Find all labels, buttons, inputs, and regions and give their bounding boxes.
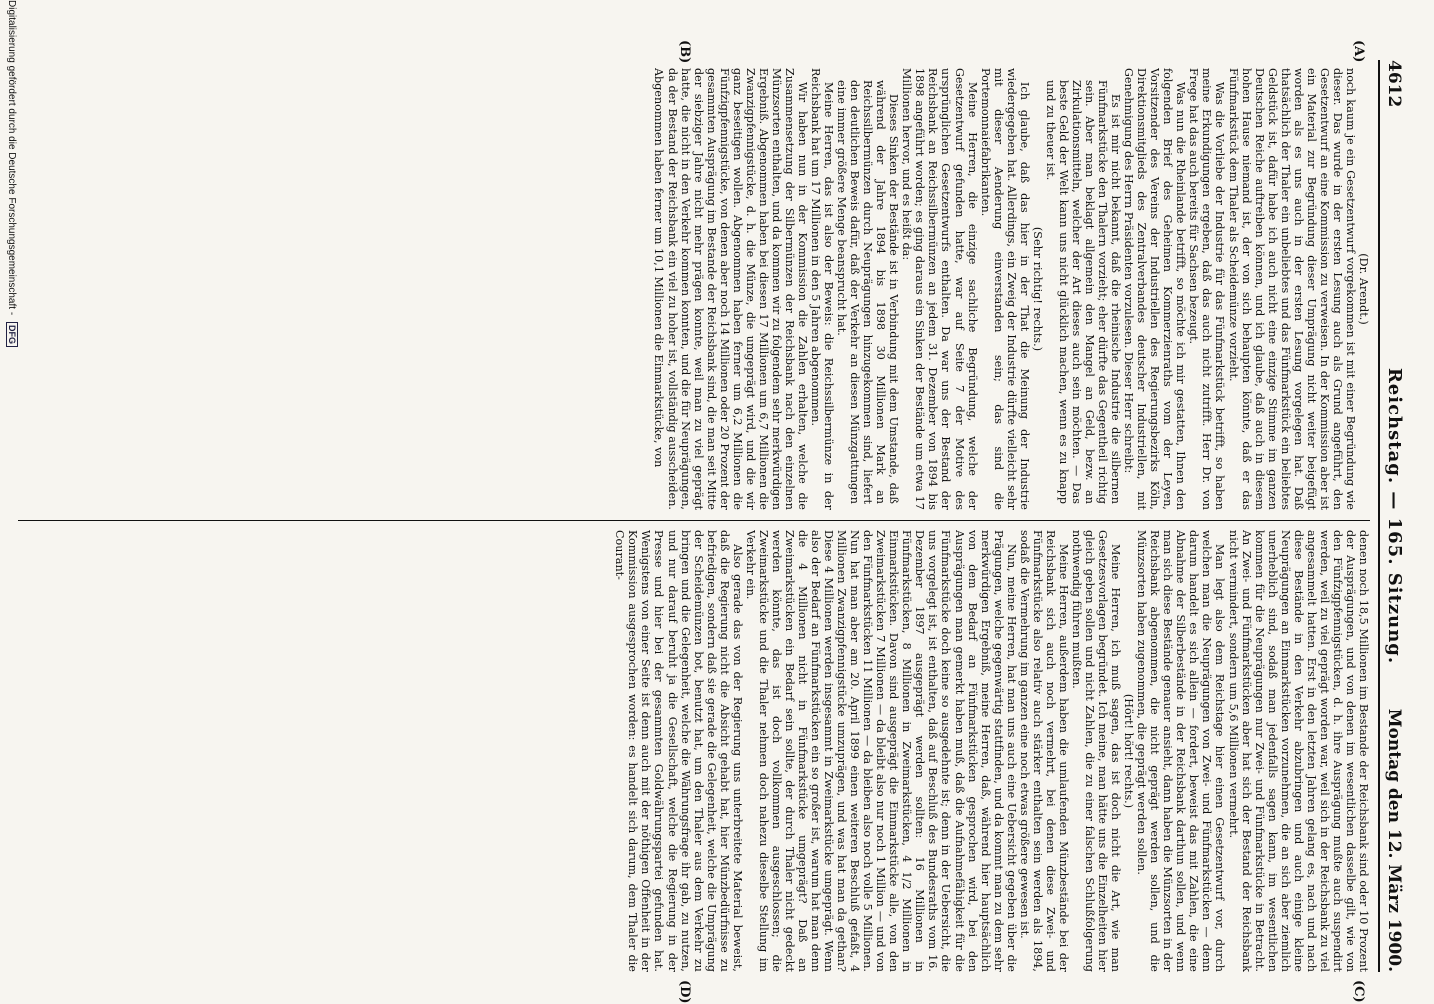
paragraph: Dieses Sinken der Bestände ist in Verbindung mit dem Umstande, daß während der Jahre 1894 bis 1898 30 Millionen Mark an Reichssilbermünzen durch Neuprägungen hinzugekommen sind, liefert den deutlichen Beweis dafür, daß der Verkehr an diesen Münzgattungen eine immer größere Menge beansprucht hat. — [835, 80, 901, 504]
paragraph: Meine Herren, die einzige sachliche Begründung, welche der Gesetzentwurf gefunden hatte, war auf Seite 7 der Motive des ursprünglichen Gesetzentwurfs enthalten. Da war uns der Bestand der Reichsbank an Reichssilbermünzen an jedem 31. Dezember von 1894 bis 1898 angeführt worden; es ging daraus ein Sinken der Bestände um etwa 17 Millionen hervor, und es heißt da: — [900, 68, 979, 510]
paragraph: denen noch 18,5 Millionen im Bestande der Reichsbank sind oder 10 Prozent der Ausprägungen, und von denen im wesentlichen dasselbe gilt, wie von den Fünfzigpfennigstücken, d. h. ihre Ausprägung mußte auch suspendirt werden, weil zu viel geprägt worden war, weil sich in der Reichsbank zu viel angesammelt hatten. Erst in den letzten Jahren gelang es, nach und nach diese Bestände in den Verkehr abzubringen und auch einige kleine Neuprägungen an Einmarkstücken vorzunehmen, die an sich aber ziemlich unerheblich sind, sodaß man jedenfalls sagen kann, im wesentlichen kommen für die Neuprägungen nur Zwei- und Fünfmarkstücke in Betracht. An Zwei- und Fünfmarkstücken aber hat sich der Bestand der Reichsbank nicht vermindert, sondern um 5,6 Millionen vermehrt. — [1226, 530, 1370, 972]
margin-mark-a: (A) — [1351, 40, 1366, 63]
page-title: Reichstag. — 165. Sitzung. — [1384, 367, 1405, 665]
paragraph: Meine Herren, ich muß sagen, das ist doch nicht die Art, wie man Gesetzesvorlagen begründet. Ich meine, man hätte uns die Einzelheiten hier gleich geben sollen und nicht Zahlen, die zu einer falschen Schlußfolgerung nothwendig führen mußten. — [1069, 530, 1123, 972]
paragraph: Also gerade das von der Regierung uns unterbreitete Material beweist, daß die Regierung nicht die Absicht gehabt hat, hier Münzbedürfnisse zu befriedigen, sondern daß sie gerade die Gelegenheit, welche die Umprägung der Scheidemünzen bot, benutzt hat, um den Thaler aus dem Verkehr zu bringen und die Gelegenheit, welche die Währungsfrage ihr gab, zu nutzen, und nur darauf beruht ja die Gesellschaft, welche die Regierung in der Presse und hier bei der gesammten Goldwährungspartei gefunden hat. Wenigstens von einer Seite ist denn auch mit der nöthigen Offenheit in der Kommission ausgesprochen worden: es handelt sich darum, dem Thaler die Courant- — [613, 530, 744, 972]
paragraph: Was die Vorliebe der Industrie für das Fünfmarkstück betrifft, so haben meine Erkundigungen ergeben, daß das auch nicht zutrifft. Herr Dr. von Frege hat das auch bereits für Sachsen bezeugt. — [1187, 68, 1227, 510]
page-number: 4612 — [1384, 60, 1404, 108]
margin-mark-b: (B) — [677, 40, 692, 64]
dfg-logo: DFG — [6, 322, 18, 347]
paragraph: Es ist mir nicht bekannt, daß die rheinische Industrie die silbernen Fünfmarkstücke den Thalern vorzieht; eher dürfte das Gegentheil richtig sein. Aber man beklagt allgemein den Mangel an Geld, bezw. an Zirkulationsmitteln, welcher der Art dieses auch sein möchten. — Das beste Geld der Welt kann uns nicht glücklich machen, wenn es zu knapp und zu theuer ist. — [1043, 80, 1123, 504]
paragraph: Ich glaube, daß das hier in der That die Meinung der Industrie wiedergegeben hat. Allerdings, ein Zweig der Industrie dürfte vielleicht sehr mit dieser Aenderung einverstanden sein; das sind die Portemonnaiefabrikanten. — [978, 68, 1031, 510]
column-divider — [18, 520, 1370, 521]
page-date: Montag den 12. März 1900. — [1384, 708, 1404, 972]
right-column — [18, 530, 1370, 972]
digitization-note: Digitalisierung gefördert durch die Deutsche Forschungsgemeinschaft - — [6, 0, 17, 316]
margin-mark-c: (C) — [1351, 980, 1366, 1003]
paragraph: (Sehr richtig! rechts.) — [1030, 226, 1044, 352]
paragraph: Meine Herren, das ist also der Beweis: die Reichssilbermünze in der Reichsbank hat um 17 Millionen in den 5 Jahren abgenommen. — [809, 68, 836, 510]
paragraph: noch kaum je ein Gesetzentwurf vorgekommen ist mit einer Begründung wie dieser. Das wurde in der ersten Lesung auch als Grund angeführt, den Gesetzentwurf an eine Kommission zu verweisen. In der Kommission aber ist ein Material zur Begründung dieser Umprägung nicht weiter beigefügt worden als es uns auch in der ersten Lesung vorgelegen hat. Daß thatsächlich der Thaler ein unbeliebtes und das Fünfmarkstück ein beliebtes Geldstück ist, dafür habe ich auch nicht eine einzige Stimme im ganzen Deutschen Reiche auftreiben können, und ich glaube, daß auch in diesem hohen Hause niemand ist, der von sich behaupten könnte, daß er das Fünfmarkstück dem Thaler als Scheidemünze vorzieht. — [1226, 68, 1357, 510]
paragraph: Was nun die Rheinlande betrifft, so möchte ich mir gestatten, Ihnen den folgenden Brief des Geheimen Kommerzienraths vom der Leyen, Vorsitzender des Vereins der Industriellen des Regierungsbezirks Köln, Direktionsmitglieds des Zentralverbandes deutscher Industriellen, mit Genehmigung des Herrn Präsidenten vorzulesen. Dieser Herr schreibt: — [1122, 68, 1188, 510]
margin-mark-d: (D) — [677, 980, 692, 1004]
paragraph: (Hört! hört! rechts.) — [1122, 693, 1136, 809]
left-column — [18, 68, 1370, 510]
paragraph: Meine Herren, außerdem haben die umlaufenden Münzbestände bei der Reichsbank sich auch noch vermehrt, bei denen diese Zwei- und Fünfmarkstücke also relativ auch stärker enthalten sein werden als 1894, sodaß die Vermehrung im ganzen eine noch etwas größere gewesen ist. — [1017, 530, 1070, 972]
paragraph: (Dr. Arendt.) — [1357, 253, 1370, 325]
paragraph: Nun, meine Herren, hat man uns auch eine Uebersicht gegeben über die Prägungen, welche gegenwärtig stattfinden, und da kommt man zu dem sehr merkwürdigen Ergebniß, meine Herren, daß, während hier hauptsächlich von dem Bedarf an Fünfmarkstücken gesprochen wird, bei den Ausprägungen man gemerkt haben muß, daß die Aufnahmefähigkeit für die Fünfmarkstücke doch keine so ausgedehnte ist; denn in der Uebersicht, die uns vorgelegt ist, ist enthalten, daß auf Beschluß des Bundesraths vom 16. Dezember 1897 ausgeprägt werden sollten: 16 Millionen in Fünfmarkstücken, 8 Millionen in Zweimarkstücken, 4 1/2 Millionen in Einmarkstücken. Davon sind ausgeprägt die Einmarkstücke alle, von den Zweimarkstücken 7 Millionen — da bleibt also nur noch 1 Million — und von den Fünfmarkstücken 11 Millionen — da bleiben also noch volle 5 Millionen. Nun hat man aber am 20. April 1899 einen weiteren Beschluß gefaßt, 4 Millionen Zwanzigpfennigstücke umzuprägen, und was hat man da gethan? Diese 4 Millionen werden insgesammt in Zweimarkstücke umgeprägt. Wenn also der Bedarf an Fünfmarkstücken ein so großer ist, warum hat man denn die 4 Millionen nicht in Fünfmarkstücke umgeprägt? Daß an Zweimarkstücken ein Bedarf sein sollte, der durch Thaler nicht gedeckt werden könnte, das ist doch vollkommen ausgeschlossen; die Zweimarkstücke und die Thaler nehmen doch nahezu dieselbe Stellung im Verkehr ein. — [743, 530, 1018, 972]
paragraph: Man legt also dem Reichstage hier einen Gesetzentwurf vor, durch welchen man die Neuprägungen von Zwei- und Fünfmarkstücken — denn darum handelt es sich allein — fordert, beweist das mit Zahlen, die eine Abnahme der Silberbestände in der Reichsbank darthun sollen, und wenn man sich diese Bestände genauer ansieht, dann haben die Münzsorten in der Reichsbank abgenommen, die nicht geprägt werden sollen, und die Münzsorten haben zugenommen, die geprägt werden sollen. — [1135, 530, 1227, 972]
digitization-footer — [6, 0, 18, 1000]
paragraph: Wir haben nun in der Kommission die Zahlen erhalten, welche die Zusammensetzung der Silbermünzen der Reichsbank nach den einzelnen Münzsorten enthalten, und da kommen wir zu folgendem sehr merkwürdigen Ergebniß. Abgenommen haben bei diesen 17 Millionen um 6,7 Millionen die Zwanzigpfennigstücke, d. h. die Münze, die umgeprägt wird, und die wir ganz beseitigen wollen. Abgenommen haben ferner um 6,2 Millionen die Fünfzigpfennigstücke, von denen aber noch 14 Millionen oder 20 Prozent der gesammten Ausprägung im Bestande der Reichsbank sind, die man seit Mitte der siebziger Jahre nicht mehr prägen konnte, weil man zu viel geprägt hatte, die nicht in den Verkehr kommen konnten, und die für Neuprägungen, da der Bestand der Reichsbank ein viel zu hoher ist, vollständig ausscheiden. Abgenommen haben ferner um 10,1 Millionen die Einmarkstücke, von — [652, 68, 809, 510]
page-header — [1378, 60, 1410, 972]
